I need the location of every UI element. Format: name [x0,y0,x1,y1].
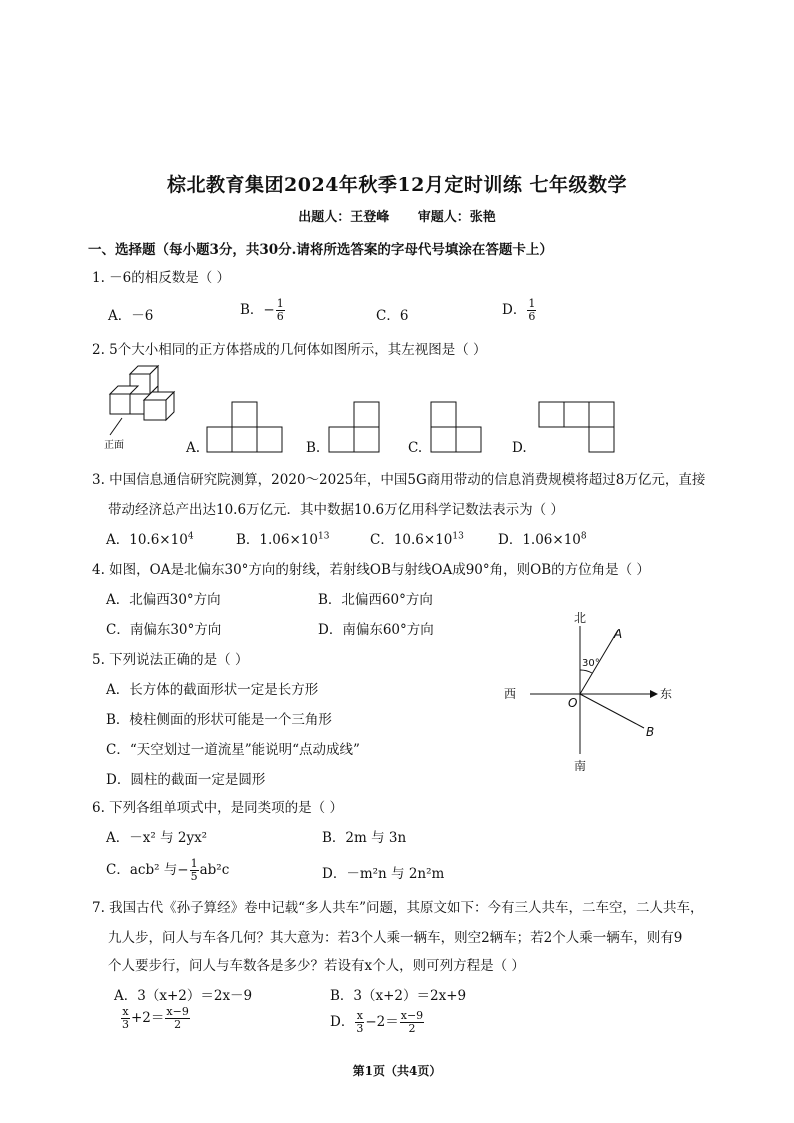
section-heading: 一、选择题（每小题3分，共30分.请将所选答案的字母代号填涂在答题卡上） [88,242,553,258]
q5-option-d: D．圆柱的截面一定是圆形 [106,772,266,788]
q1-option-b: B．− $\frac{1}{6}$ [240,297,284,323]
q2-label-d: D. [512,440,527,456]
q3-option-c: C．$10.6\times 10^{13}$ [370,531,464,548]
page-footer: 第1页（共4页） [352,1064,442,1078]
q7-line3: 个人要步行，问人与车数各是多少？若设有x个人，则可列方程是（ ） [108,958,525,974]
q6-option-b: B．2m 与 3n [322,830,407,846]
q7-option-d: D． $\frac{x}{3}$ −2＝ $\frac{x-9}{2}$ [330,1009,424,1035]
fraction: $\frac{1}{5}$ [190,857,198,883]
q2-stem: 2. 5个大小相同的正方体搭成的几何体如图所示，其左视图是（ ） [92,342,487,358]
q6-option-c: C．acb² 与− $\frac{1}{5}$ ab²c [106,857,230,883]
reviewer: 审题人：张艳 [417,210,496,225]
q5-stem: 5. 下列说法正确的是（ ） [92,652,249,668]
q5-option-a: A．长方体的截面形状一定是长方形 [106,682,319,698]
author-line [0,206,794,225]
author: 出题人：王登峰 [298,210,390,225]
q4-direction-figure [500,608,680,776]
q4-option-a: A．北偏西30°方向 [106,592,221,608]
label-east: 东 [660,687,673,701]
q6-option-a: A．－x² 与 2yx² [106,830,208,846]
q7-option-a: A．3（x+2）＝2x－9 [114,988,253,1004]
q1-option-a: A．－6 [108,308,154,324]
q6-option-d: D．－m²n 与 2n²m [322,866,445,882]
label-ray-a: A [614,627,623,641]
q1-stem: 1. －6的相反数是（ ） [92,270,231,286]
label-origin: O [568,696,578,710]
q2-option-c-view [428,400,488,456]
q2-option-d-view [536,400,618,456]
q1-option-c: C．6 [376,308,409,324]
q5-option-b: B．棱柱侧面的形状可能是一个三角形 [106,712,332,728]
front-label: 正面 [104,440,124,451]
east-arrow-icon [650,690,658,698]
q2-label-a: A. [186,440,201,456]
q4-stem: 4. 如图，OA是北偏东30°方向的射线，若射线OB与射线OA成90°角，则OB的方位角是（ ） [92,562,650,578]
fraction: $\frac{x}{3}$ [122,1005,129,1031]
label-ray-b: B [646,725,655,739]
fraction: $\frac{x-9}{2}$ [400,1009,424,1035]
fraction: $\frac{x-9}{2}$ [166,1005,189,1031]
q4-option-c: C．南偏东30°方向 [106,622,222,638]
q1-option-d: D． $\frac{1}{6}$ [502,297,536,323]
q5-option-c: C．“天空划过一道流星”能说明“点动成线” [106,742,360,758]
label-west: 西 [504,687,517,701]
q4-option-d: D．南偏东60°方向 [318,622,434,638]
q3-line2: 带动经济总产出达10.6万亿元．其中数据10.6万亿用科学记数法表示为（ ） [108,502,564,518]
q4-option-b: B．北偏西60°方向 [318,592,433,608]
q6-stem: 6. 下列各组单项式中，是同类项的是（ ） [92,800,343,816]
fraction: $\frac{1}{6}$ [528,297,536,323]
q2-label-b: B. [306,440,321,456]
label-north: 北 [574,611,587,625]
q2-option-b-view [326,400,386,456]
fraction: $\frac{1}{6}$ [276,297,284,323]
q3-line1: 3. 中国信息通信研究院测算，2020～2025年，中国5G商用带动的信息消费规模将超过8万亿元，直接 [92,472,706,488]
label-angle: 30° [582,658,600,669]
q7-line1: 7. 我国古代《孙子算经》卷中记载“多人共车”问题，其原文如下：今有三人共车，二车空，二人共车， [92,900,704,916]
q7-option-b: B．3（x+2）＝2x+9 [330,988,467,1004]
q2-label-c: C. [408,440,423,456]
q2-solid-figure [100,360,190,455]
q3-option-a: A．$10.6\times 10^4$ [106,531,194,548]
page-title: 棕北教育集团2024年秋季12月定时训练 七年级数学 [167,174,627,196]
fraction: $\frac{x}{3}$ [356,1009,364,1035]
label-south: 南 [574,759,587,773]
q2-option-a-view [204,400,284,456]
q3-option-d: D．$1.06\times 10^8$ [498,531,587,548]
q7-line2: 九人步，问人与车各几何？其大意为：若3个人乘一辆车，则空2辆车；若2个人乘一辆车，则有9 [108,930,683,946]
q7-option-c: $\frac{x}{3}$ +2＝ $\frac{x-9}{2}$ [122,1005,189,1031]
q3-option-b: B．$1.06\times 10^{13}$ [236,531,330,548]
